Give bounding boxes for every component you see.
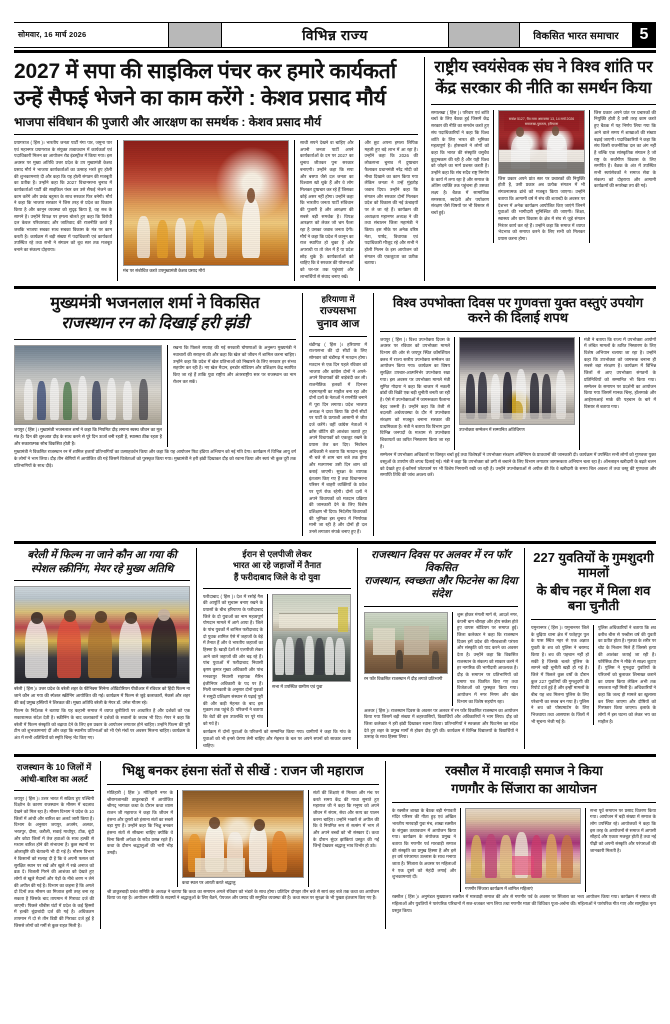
masthead-page-number: 5 bbox=[632, 23, 656, 47]
story-raxaul-gangaur bbox=[392, 761, 656, 929]
weather-headline-line2: आंधी-बारिश का अलर्ट bbox=[20, 774, 88, 785]
saint-caption: कथा स्थल पर आरती करते श्रद्धालु bbox=[182, 879, 236, 885]
weather-body: जयपुर ( हिंस )। उत्तर भारत में सक्रिय हुए पश्चिमी विक्षोभ के कारण राजस्थान के मौसम में बदलाव देखने को मिल रहा है। मौसम विभाग ने प्रदेश के 10 जिलों में आंधी और बारिश का अलर्ट जारी किया है। विभाग के अनुसार जयपुर, अजमेर, अलवर, भरतपुर, दौसा, करौली, सवाई माधोपुर, टोंक, बूंदी और कोटा जिलों में तेज हवाओं के साथ हल्की से मध्यम बारिश होने की संभावना है। कुछ स्थानों पर ओलावृष्टि की चेतावनी भी दी गई है। मौसम विभाग ने किसानों को सलाह दी है कि वे अपनी फसल को सुरक्षित स्थान पर रखें और खुले में रखे अनाज को ढक दें। बिजली गिरने की आशंका को देखते हुए लोगों से खुले मैदानों और पेड़ों के नीचे शरण न लेने की अपील की गई है। विभाग का कहना है कि अगले दो दिनों तक मौसम का मिजाज इसी तरह बना रह सकता है जिसके बाद तापमान में गिरावट दर्ज की जाएगी। पिछले चौबीस घंटों में प्रदेश के कई हिस्सों में हल्की बूंदाबांदी दर्ज की गई है। अधिकतम तापमान में दो से तीन डिग्री की गिरावट दर्ज हुई है जिससे लोगों को गर्मी से कुछ राहत मिली है। bbox=[14, 795, 94, 928]
masthead-rule bbox=[14, 50, 656, 53]
bareilly-body-col1: फिल्म के निर्देशक ने बताया कि यह कहानी समाज में व्याप्त कुरीतियों पर आधारित है और दर्शकों को एक सकारात्मक संदेश देती है। स्क्रीनिंग के बाद कलाकारों ने दर्शकों के सवालों के जवाब भी दिए। मेयर ने कहा कि बरेली में फिल्म संस्कृति को बढ़ावा देने के लिए इस प्रकार के आयोजन लगातार होने चाहिए। उन्होंने फिल्म की पूरी टीम को शुभकामनाएं दीं और कहा कि स्थानीय प्रतिभाओं को भी ऐसे मंचों पर अवसर मिलना चाहिए। कार्यक्रम के अंत में सभी अतिथियों को स्मृति चिन्ह भेंट किए गए। bbox=[14, 708, 190, 740]
lead-headline-line1: 2027 में सपा की साइकिल पंचर कर हमारे कार्यकर्ता bbox=[14, 60, 397, 83]
rss-body-col3: जिस प्रकार अपने प्रांत पर प्रचारकों की नियुक्ति होती है उसी तरह काम करते हुए बैठक में यह निर्णय लिया गया कि आने वाले समय में शाखाओं की संख्या बढ़ाई जाएगी। पदाधिकारियों ने कहा कि संघ किसी राजनीतिक दल का अंग नहीं है बल्कि एक सांस्कृतिक संगठन है जो राष्ट्र के सर्वांगीण विकास के लिए समर्पित है। बैठक के अंत में उपस्थित सभी स्वयंसेवकों ने समाज सेवा के संकल्प को दोहराया और आगामी कार्यक्रमों की रूपरेखा तय की गई। bbox=[594, 109, 656, 189]
masthead-section-title: विभिन्न राज्य bbox=[222, 23, 449, 47]
consumer-divider bbox=[380, 331, 656, 332]
masthead-date: सोमवार, 16 मार्च 2026 bbox=[14, 23, 169, 47]
rajrun-headline-line1: मुख्यमंत्री भजनलाल शर्मा ने विकसित bbox=[50, 294, 260, 312]
raxaul-headline-line1: रक्सौल में मारवाड़ी समाज ने किया bbox=[445, 763, 603, 779]
weather-headline-line1: राजस्थान के 10 जिलों में bbox=[16, 762, 92, 773]
story-bareilly-film bbox=[14, 548, 190, 750]
band-lead bbox=[14, 57, 656, 281]
faridabad-kicker-line1: ईरान से एलपीजी लेकर bbox=[242, 548, 312, 559]
faridabad-body-col1: फरीदाबाद ( हिंस )। देश में रसोई गैस की आपूर्ति को सुचारू बनाए रखने के प्रयासों के बीच हरियाणा के फरीदाबाद जिले के दो युवाओं का नाम महत्वपूर्ण योगदान मामले में आगे आया है। जिले के पांच युवकों में शामिल फरीदाबाद के दो युवक शामिल ऐसे में जहाजों के बेड़े में तैनात हैं और वे भारतीय जहाजों का हिस्सा हैं। खाड़ी देशों से एलपीजी लेकर आने वाले जहाजों की ओर बढ़ रहे हैं। पांच युवाओं में फरीदाबाद निवासी कृष्ण कुमार मुख्य अधिकारी और पांच मनकापुर निवासी सहायक मैरिन इंजीनियर अधिकारी के पद पर हैं। मिली जानकारी के अनुसार दोनों युवकों ने समुद्री प्रशिक्षण संस्थान से पढ़ाई पूरी की और कड़ी मेहनत के बाद इस मुकाम तक पहुंचे हैं। परिजनों ने बताया कि बेटों की इस उपलब्धि पर पूरे गांव को गर्व है। bbox=[203, 593, 263, 726]
rss-body-col2: जिस प्रकार अपने प्रांत स्तर पर प्रचारकों की नियुक्ति होती है, उसी प्रकार अब प्रत्येक संगठन में भी संगठनात्मक ढांचे को मजबूत किया जाएगा। उन्होंने बताया कि आगामी वर्ष में संघ की शताब्दी के अवसर पर देशभर में अनेक कार्यक्रम आयोजित किए जाएंगे जिनमें युवाओं की भागीदारी सुनिश्चित की जाएगी। शिक्षा, स्वास्थ्य और ग्राम विकास के क्षेत्र में संघ से जुड़े संगठन निरंतर कार्य कर रहे हैं। उन्होंने कहा कि समाज में व्याप्त भेदभाव को समाप्त करने के लिए सभी को मिलकर प्रयास करना होगा। bbox=[498, 175, 585, 241]
alwar-body-col2: शुरू होकर मंगली मार्ग से, आदर्श नगर, कंपनी बाग चौराहा और होप सर्कस होते हुए वापस स्टेडियम पर समाप्त हुई। जिला कलेक्टर ने कहा कि राजस्थान दिवस हमें प्रदेश की गौरवशाली परंपरा और संस्कृति को याद करने का अवसर देता है। उन्होंने कहा कि विकसित राजस्थान के संकल्प को साकार करने में हर नागरिक की भागीदारी आवश्यक है। दौड़ के समापन पर प्रतिभागियों को प्रमाण पत्र वितरित किए गए तथा विजेताओं को पुरस्कृत किया गया। आयोजन में नगर निगम और खेल विभाग का विशेष सहयोग रहा। bbox=[457, 611, 518, 704]
band-three bbox=[14, 548, 656, 750]
story-up-cm-maurya bbox=[14, 57, 418, 281]
raxaul-body-col2: के रक्सौल शाखा के बैठक बड़ी गंगावती मंदिर परिसर की गीता हुड़ एवं अखिल भारतीय मारवाड़ी युवा मंच, शाखा रक्सौल के संयुक्त तत्वावधान में आयोजन किया गया। कार्यक्रम के संयोजक प्रमुख ने बताया कि गणगौर पर्व मारवाड़ी समाज की संस्कृति का प्रमुख हिस्सा है और इसे हर वर्ष परंपरागत उल्लास के साथ मनाया जाता है। सिंजारा के अवसर पर महिलाओं ने एक दूसरे को मेहंदी लगाई और शुभकामनाएं दीं। bbox=[392, 807, 456, 880]
haryana-divider bbox=[309, 336, 367, 337]
story-rajasthan-run bbox=[14, 293, 296, 536]
canal-divider bbox=[531, 619, 656, 620]
story-weather-alert bbox=[14, 761, 94, 929]
rajrun-headline-line2: राजस्थान रन को दिखाई हरी झंडी bbox=[61, 315, 249, 333]
lead-headline-line2: उन्हें सैफई भेजने का काम करेंगे : केशव प्रसाद मौर्य bbox=[14, 87, 386, 111]
photo-marathon-run bbox=[14, 345, 162, 425]
masthead-brand: विकसित भारत समाचार bbox=[533, 31, 619, 42]
faridabad-body-col2: कार्यक्रम में दोनों युवाओं के परिजनों को सम्मानित किया गया। ग्रामीणों ने कहा कि गांव के युवाओं को भी इनसे प्रेरणा लेनी चाहिए और मेहनत के बल पर अपने सपनों को साकार करना चाहिए। bbox=[203, 729, 351, 748]
bareilly-headline-line1: बरेली में फिल्म ना जाने कौन आ गया की bbox=[27, 548, 177, 561]
story-haryana-rajyasabha bbox=[309, 293, 367, 536]
alwar-body-col1: अलवर ( हिंस )। राजस्थान दिवस के अवसर पर अलवर में रन फॉर विकसित राजस्थान का आयोजन किया गया जिसमें बड़ी संख्या में शहरवासियों, विद्यार्थियों और अधिकारियों ने भाग लिया। दौड़ को जिला कलेक्टर ने हरी झंडी दिखाकर रवाना किया। प्रतिभागियों ने स्वच्छता और फिटनेस का संदेश देते हुए शहर के प्रमुख मार्गों से होकर दौड़ पूरी की। कार्यक्रम में विभिन्न विद्यालयों के विद्यार्थियों ने उत्साह के साथ हिस्सा लिया। bbox=[364, 707, 518, 740]
alwar-headline-line1: राजस्थान दिवस पर अलवर में रन फॉर विकसित bbox=[371, 548, 511, 574]
saint-body-col3: श्री ठाकुरबाड़ी प्रबंध समिति के अध्यक्ष ने बताया कि कथा का समापन अगले रविवार को भंडारे के साथ होगा। प्रतिदिन दोपहर तीन बजे से सायं छह बजे तक कथा का आयोजन किया जा रहा है। आयोजन समिति के सदस्यों ने श्रद्धालुओं के लिए बैठने, पेयजल और प्रसाद की समुचित व्यवस्था की है। कथा स्थल पर सुरक्षा के भी पुख्ता इंतजाम किए गए हैं। bbox=[107, 888, 379, 901]
haryana-kicker: हरियाणा में bbox=[321, 293, 355, 304]
consumer-caption: उपभोक्ता सम्मेलन में सम्मानित अतिथिगण bbox=[459, 426, 525, 432]
story-alwar-run bbox=[364, 548, 518, 750]
lead-body-col3: और छूट अपना हमला लिपिक महली हुए बड़े लाभ में आ रहा है। उन्होंने कहा कि 2026 की लोकसभा चुनाव में दुष्प्रचार फैलाकर प्रधानमंत्री नरेंद्र मोदी को नीचा दिखाने का काम किया गया लेकिन जनता ने उन्हें मुंहतोड़ जवाब दिया। उन्होंने कहा कि संगठन और सरकार दोनों मिलकर प्रदेश को विकास की नई ऊंचाइयों पर ले जा रहे हैं। कार्यक्रम की अध्यक्षता महानगर अध्यक्ष ने की तथा संचालन जिला महामंत्री ने किया। इस मौके पर अनेक वरिष्ठ नेता, पार्षद, विधायक एवं पदाधिकारी मौजूद रहे और सभी ने होली मिलन के इस आयोजन को संगठन की एकजुटता का प्रतीक बताया। bbox=[364, 140, 418, 266]
rajrun-body-col1: रखना कि पिछले सप्ताह की गई सरकारी घोषणाओं के अनुरूप मुख्यमंत्री ने नवाचारों की सराहना की और कहा कि खेल को जीवन में शामिल करना चाहिए। उन्होंने कहा कि प्रदेश में खेल प्रतिभाओं को निखारने के लिए सरकार हर संभव सहयोग कर रही है। नए खेल मैदान, इनडोर स्टेडियम और प्रशिक्षण केंद्र स्थापित किए जा रहे हैं ताकि युवा राष्ट्रीय और अंतरराष्ट्रीय स्तर पर राजस्थान का नाम रोशन कर सकें। bbox=[173, 345, 296, 384]
consumer-headline: विश्व उपभोक्ता दिवस पर गुणवत्ता युक्त वस्तुएं उपयोग करने की दिलाई शपथ bbox=[392, 294, 644, 326]
saint-divider bbox=[107, 784, 379, 785]
bareilly-caption: बरेली ( हिंस )। उत्तर प्रदेश के बरेली शहर के फीनिक्स सिनेमा ऑडिटोरियम पीवीआर में रविवार को हिंदी फिल्म ना जाने कौन आ गया की स्पेशल स्क्रीनिंग आयोजित की गई। कार्यक्रम में फिल्म से जुड़े कलाकारों, मेकर्स और शहर की कई प्रमुख हस्तियों ने शिरकत की। मुख्य अतिथि बरेली के मेयर डॉ. उमेश गौतम रहे। bbox=[14, 686, 190, 705]
band-four bbox=[14, 761, 656, 929]
faridabad-divider bbox=[203, 588, 351, 589]
photo-press-conference bbox=[498, 110, 585, 174]
story-rss-world-peace bbox=[431, 57, 656, 281]
story-faridabad-lpg bbox=[203, 548, 351, 750]
rajrun-body-col2: मुख्यमंत्री ने विकसित राजस्थान रन में शामिल हजारों प्रतिभागियों का उत्साहवर्धन किया और कहा कि यह आयोजन फिट इंडिया अभियान को नई गति देगा। कार्यक्रम में विभिन्न आयु वर्ग के लोगों ने भाग लिया। दौड़ तीन श्रेणियों में आयोजित की गई जिसमें विजेताओं को पुरस्कृत किया गया। मुख्यमंत्री ने हरी झंडी दिखाकर दौड़ को रवाना किया और स्वयं भी कुछ दूरी तक प्रतिभागियों के साथ दौड़े। bbox=[14, 449, 296, 468]
photo-village-gathering bbox=[272, 594, 351, 682]
alwar-divider bbox=[364, 606, 518, 607]
rajrun-divider bbox=[14, 339, 296, 340]
consumer-body-col3: मंत्री ने बताया कि राज्य में उपभोक्ता आयोगों में लंबित मामलों के त्वरित निस्तारण के लिए विशेष अभियान चलाया जा रहा है। उन्होंने कहा कि उपभोक्ता को जागरूक बनाना ही सबसे बड़ा संरक्षण है। कार्यक्रम में विभिन्न जिलों से आए उपभोक्ता संगठनों के प्रतिनिधियों को सम्मानित भी किया गया। सम्मेलन के समापन पर प्रदर्शनी का आयोजन किया गया जिसमें मानक चिन्ह, हॉलमार्क और आईएसआई मार्क की पहचान के बारे में विस्तार से बताया गया। bbox=[584, 336, 656, 409]
faridabad-kicker-line2: भारत आ रहे जहाजों में तैनात bbox=[232, 560, 322, 571]
rss-divider bbox=[431, 104, 656, 105]
photo-rally-stage bbox=[123, 140, 289, 266]
lead-photo-caption: मंच पर संबोधित करते उपमुख्यमंत्री केशव प्रसाद मौर्य bbox=[123, 268, 205, 274]
saint-body-col1: मोतिहारी ( हिंस )। मोतिहारी नगर के श्रीरामजानकी ठाकुरबाड़ी में आयोजित श्रीमद् भागवत कथा के दौरान कथा व्यास राजन जी महाराज ने कहा कि जीवन में हंसना और दूसरों को हंसाना संतों का सबसे बड़ा गुण है। उन्होंने कहा कि भिक्षु बनकर हंसना संतों से सीखना चाहिए क्योंकि वे बिना किसी अपेक्षा के सदैव प्रसन्न रहते हैं। कथा के दौरान श्रद्धालुओं की भारी भीड़ उमड़ी। bbox=[107, 789, 174, 856]
band3-bottom-rule bbox=[14, 754, 656, 757]
raxaul-body-col3: सभा पूर्व समापन पर प्रसाद वितरण किया गया। आयोजन में बड़ी संख्या में समाज के लोग उपस्थित रहे। आयोजकों ने कहा कि इस तरह के आयोजनों से समाज में आपसी सौहार्द और एकता मजबूत होती है तथा नई पीढ़ी को अपनी संस्कृति और परंपराओं की जानकारी मिलती है। bbox=[590, 807, 656, 853]
canal-body-col2: पुलिस अधिकारियों ने बताया कि शव करीब बीस से पच्चीस वर्ष की युवती का प्रतीत होता है। मृतका के शरीर पर चोट के निशान मिले हैं जिससे हत्या की आशंका जताई जा रही है। फोरेंसिक टीम ने मौके से साक्ष्य जुटाए हैं। पुलिस ने गुमशुदा युवतियों के परिजनों को बुलाकर शिनाख्त कराने का प्रयास किया लेकिन अभी तक सफलता नहीं मिली है। अधिकारियों ने कहा कि जल्द ही मामले का खुलासा कर लिया जाएगा और दोषियों को गिरफ्तार किया जाएगा। इलाके के लोगों में इस घटना को लेकर भय का माहौल है। bbox=[598, 625, 656, 724]
photo-religious-ceremony bbox=[182, 790, 304, 878]
photo-alwar-street bbox=[364, 612, 448, 674]
haryana-body: चंडीगढ़ ( हिंस )। हरियाणा में राज्यसभा की दो सीटों के लिए सोमवार को चंडीगढ़ में मतदान होगा। मतदान से एक दिन पहले रविवार को भाजपा और कांग्रेस दोनों ने अपने-अपने विधायकों की बाड़ेबंदी कर ली। राजनीतिक हलकों में दिनभर गहमागहमी का माहौल बना रहा और दोनों दलों के नेताओं ने रणनीति बनाने में पूरा दिन लगाया। प्रदेश भाजपा अध्यक्ष ने दावा किया कि दोनों सीटों पर पार्टी के प्रत्याशी आसानी से जीत दर्ज करेंगे। वहीं कांग्रेस नेताओं ने क्रॉस वोटिंग की आशंका जताते हुए अपने विधायकों को एकजुट रखने के प्रयास तेज कर दिए। निर्वाचन अधिकारी ने बताया कि मतदान सुबह नौ बजे से शाम चार बजे तक होगा और मतगणना उसी दिन शाम को कराई जाएगी। सुरक्षा के व्यापक इंतजाम किए गए हैं तथा विधानसभा परिसर में बाहरी व्यक्तियों के प्रवेश पर पूर्ण रोक रहेगी। दोनों दलों ने अपने विधायकों को मतदान प्रक्रिया की जानकारी देने के लिए विशेष प्रशिक्षण भी दिया। निर्दलीय विधायकों की भूमिका इस चुनाव में निर्णायक मानी जा रही है और दोनों ही दल उनसे लगातार संपर्क बनाए हुए हैं। bbox=[309, 341, 367, 535]
band2-bottom-rule bbox=[14, 541, 656, 544]
rss-headline-line2: केंद्र सरकार की नीति का समर्थन किया bbox=[435, 79, 652, 97]
rss-body-col1: समालखा ( हिंस )। परिवार एवं शांति चर्चा के लिए बैठक हुई जिसमें केंद्र सरकार की नीति का समर्थन करते हुए संघ पदाधिकारियों ने कहा कि विश्व शांति के लिए भारत की भूमिका महत्वपूर्ण है। होसबाले ने लोगों को कहा कि भारत की संस्कृति वसुधैव कुटुम्बकम की रही है और यही विश्व को जोड़ने का मार्ग प्रशस्त करती है। उन्होंने कहा कि संघ सदैव राष्ट्र निर्माण के कार्य में लगा रहा है और समाज के अंतिम व्यक्ति तक पहुंचना ही उसका लक्ष्य है। बैठक में सामाजिक समरसता, स्वदेशी और पर्यावरण संरक्षण जैसे विषयों पर भी विस्तार से चर्चा हुई। bbox=[431, 109, 489, 216]
lead-body-col2: साथी सपने देखने वा चाहिए और अपनी जनता पार्टी अपने कार्यकर्ताओं के दम पर 2027 का चुनाव जीतकर पुनः सरकार बनाएगी। उन्होंने कहा कि सपा और बसपा जैसे दल जनता का विश्वास खो चुके हैं और वे लोग मिलकर दुष्प्रचार कर रहे हैं जिसका कोई असर नहीं होगा। उन्होंने कहा कि भारतीय जनता पार्टी संविधान की पुजारी है और आरक्षण की सबसे बड़ी समर्थक है। विपक्ष आरक्षण को लेकर जो भ्रम फैला रहा है उसका जवाब जनता देगी। मौर्य ने कहा कि प्रदेश में कानून का राज स्थापित हो चुका है और अपराधी या तो जेल में हैं या प्रदेश छोड़ चुके हैं। कार्यकर्ताओं को चाहिए कि वे सरकार की योजनाओं को घर-घर तक पहुंचाएं और लाभार्थियों से संवाद बनाए रखें। bbox=[300, 140, 354, 279]
raxaul-divider bbox=[392, 802, 656, 803]
faridabad-caption: सभा में उपस्थित ग्रामीण एवं युवा bbox=[272, 683, 323, 689]
masthead-gap-right bbox=[449, 23, 520, 47]
canal-headline-line2: के बीच नहर में मिला शव बना चुनौती bbox=[536, 582, 651, 614]
masthead bbox=[14, 22, 656, 48]
photo-consumer-stage bbox=[459, 337, 575, 425]
raxaul-headline-line2: गणगौर के सिंजारा का आयोजन bbox=[451, 780, 597, 796]
rajrun-caption: जयपुर ( हिंस )। मुख्यमंत्री भजनलाल शर्मा ने कहा कि नियमित दौड़ लगाना स्वस्थ जीवन का मूल मंत्र है। दिन की शुरुआत दौड़ के साथ करने से पूरे दिन ऊर्जा बनी रहती है, स्वास्थ्य ठीक रहता है और सकारात्मक सोच विकसित होती है। bbox=[14, 427, 162, 446]
band-two bbox=[14, 293, 656, 536]
weather-divider bbox=[14, 790, 94, 791]
saint-body-col2: संतों की शिक्षाएं से मिलता और मंच पर करते समय केंद्र की गाथा सुनाते हुए महाराज जी ने कहा कि मनुष्य को अपने जीवन में संयम, सेवा और सत्य का पालन करना चाहिए। उन्होंने भक्तों से अपील की कि वे नियमित रूप से सत्संग में भाग लें और अपने बच्चों को भी संस्कार दें। कथा के दौरान सुंदर झांकियां प्रस्तुत की गईं जिन्हें देखकर श्रद्धालु भाव विभोर हो उठे। bbox=[313, 789, 379, 849]
lead-subheadline: भाजपा संविधान की पुजारी और आरक्षण का समर्थक : केशव प्रसाद मौर्य bbox=[14, 114, 322, 129]
lead-divider bbox=[14, 134, 418, 135]
consumer-body-col1: जयपुर ( हिंस )। विश्व उपभोक्ता दिवस के अवसर पर रविवार को उपभोक्ता मामले विभाग की ओर से जयपुर स्थित कॉमर्शियल क्लब में राज्य स्तरीय उपभोक्ता सम्मेलन का आयोजन किया गया। कार्यक्रम का विषय सुरक्षित उपचार-आत्मनिर्भर उपभोक्ता रखा गया। इस अवसर पर उपभोक्ता मामले मंत्री सुमित गोदारा ने कहा कि बाजार में नकली ब्रांडों की बिक्री एक बड़ी चुनौती बनती जा रही है। ऐसे में उपभोक्ताओं में जागरूकता फैलाना बेहद जरूरी है। उन्होंने कहा कि तेजी से बदलती अर्थव्यवस्था के दौर में उपभोक्ता संरक्षण को मजबूत बनाना सरकार की प्राथमिकता है। मंत्री ने बताया कि विभाग द्वारा विभिन्न जनपदों के माध्यम से उपभोक्ता शिकायतों का त्वरित निस्तारण किया जा रहा है। bbox=[380, 336, 450, 449]
rss-headline-line1: राष्ट्रीय स्वयंसेवक संघ ने विश्व शांति पर bbox=[434, 59, 653, 76]
masthead-gap-left bbox=[169, 23, 222, 47]
alwar-headline-line2: राजस्थान, स्वच्छता और फिटनेस का दिया संदेश bbox=[364, 575, 518, 601]
canal-body-col1: यमुनानगर ( हिंस )। यमुनानगर जिले के बुढ़िया थाना क्षेत्र में फतेहपुर पुल के पास स्थित नहर से एक अज्ञात युवती के शव को पुलिस ने बरामद किया है। शव की पहचान नहीं हो सकी है जिसके चलते पुलिस के सामने बड़ी चुनौती खड़ी हो गई है। जिले में पिछले कुछ वर्षों के दौरान कुल 227 युवतियों की गुमशुदगी की रिपोर्ट दर्ज हुई है और इन्हीं मामलों के बीच यह शव मिलना पुलिस के लिए परेशानी का सबब बन गया है। पुलिस ने शव को पोस्टमार्टम के लिए भिजवाया तथा आसपास के जिलों में भी सूचना भेजी गई है। bbox=[531, 625, 589, 724]
story-consumer-day bbox=[380, 293, 656, 536]
faridabad-kicker-line3: हैं फरीदाबाद जिले के दो युवा bbox=[233, 571, 321, 582]
photo-film-screening bbox=[14, 586, 190, 684]
photo-gangaur-women bbox=[465, 808, 581, 884]
saint-headline: भिक्षु बनकर हंसना संतों से सीखें : राजन जी महाराज bbox=[122, 763, 364, 779]
story-canal-body bbox=[531, 548, 656, 750]
bareilly-headline-line2: स्पेशल स्क्रीनिंग, मेयर रहे मुख्य अतिथि bbox=[30, 562, 174, 575]
raxaul-caption: गणगौर सिंजारा कार्यक्रम में शामिल महिलाएं bbox=[465, 885, 533, 891]
haryana-headline: राज्यसभा चुनाव आज bbox=[316, 305, 360, 330]
lead-body-col1: प्रयागराज ( हिंस )। भारतीय जनता पार्टी गंगा पार, जमुना पार एवं महानगर प्रयागराज के संयुक्त तत्वावधान में कार्यकर्ता एवं पदाधिकारी मिलन का आयोजन रोड इंडस्ट्रीज में किया गया। इस अवसर पर मुख्य अतिथि उत्तर प्रदेश के उप मुख्यमंत्री केशव प्रसाद मौर्य ने भाजपा कार्यकर्ताओं का उत्साह भरते हुए होली की शुभकामनाएं दी और कहा कि यह होली संगठन की मजबूती का प्रतीक है। उन्होंने कहा कि 2027 विधानसभा चुनाव में कार्यकर्ताओं पार्टी की साइकिल पंचर कर उसे सैफई भेजने का काम करेंगे और प्रचंड बहुमत के साथ सरकार फिर बनेगी। मौर्य ने कहा कि भाजपा सरकार ने जिस तरह से प्रदेश का विकास किया है और कानून व्यवस्था को सुदृढ़ किया है, वह सब के सामने है। उन्होंने विपक्ष पर हमला बोलते हुए कहा कि विरोधी दल केवल परिवारवाद और जातिवाद की राजनीति करते हैं जबकि भाजपा सबका साथ सबका विकास के मंत्र पर काम करती है। कार्यक्रम में बड़ी संख्या में पदाधिकारी एवं कार्यकर्ता उपस्थित रहे तथा सभी ने संगठन को बूथ स्तर तक मजबूत बनाने का संकल्प दोहराया। bbox=[14, 140, 112, 253]
raxaul-body-col1: रक्सौल ( हिंस )। अनुमंडल मुख्यालय रक्सौल में मारवाड़ी समाज की ओर से गणगौर पर्व के अवसर पर सिंजारा का भव्य आयोजन किया गया। कार्यक्रम में समाज की महिलाओं और युवतियों ने पारंपरिक परिधानों में सज-धजकर भाग लिया तथा गणगौर माता की विधिवत पूजा-अर्चना की। महिलाओं ने पारंपरिक गीत गाए और सामूहिक नृत्य प्रस्तुत किया। bbox=[392, 894, 656, 913]
band1-bottom-rule bbox=[14, 286, 656, 289]
bareilly-divider bbox=[14, 580, 190, 581]
alwar-caption: रन फॉर विकसित राजस्थान में दौड़ लगाते प्रतिभागी bbox=[364, 675, 443, 681]
canal-headline-line1: 227 युवतियों के गुमशुदगी मामलों bbox=[533, 549, 654, 581]
story-saint-discourse bbox=[107, 761, 379, 929]
consumer-body-col2: सम्मेलन में उपभोक्ता अधिकारों पर विस्तृत चर्चा हुई तथा विशेषज्ञों ने उपभोक्ता संरक्षण अधिनियम के प्रावधानों की जानकारी दी। कार्यक्रम में उपस्थित सभी लोगों को गुणवत्ता युक्त वस्तुओं के उपयोग की शपथ दिलाई गई। मंत्री ने कहा कि उपभोक्ता को ठगी से बचाने के लिए विभाग लगातार जागरूकता अभियान चला रहा है। ऑनलाइन खरीदारी के बढ़ते चलन को देखते हुए ई-कॉमर्स प्लेटफार्म पर भी विशेष निगरानी रखी जा रही है। उन्होंने उपभोक्ताओं से अपील की कि वे खरीदारी के समय बिल अवश्य लें तथा वस्तु की गुणवत्ता और समाप्ति तिथि की जांच अवश्य करें। bbox=[380, 452, 656, 478]
press-backdrop-text: सत्रांश 5127, चैत्र मास अमावस्या 13, 14 मार्च 2026 समालखा-पुरातत्व, हरियाणा bbox=[508, 117, 575, 126]
